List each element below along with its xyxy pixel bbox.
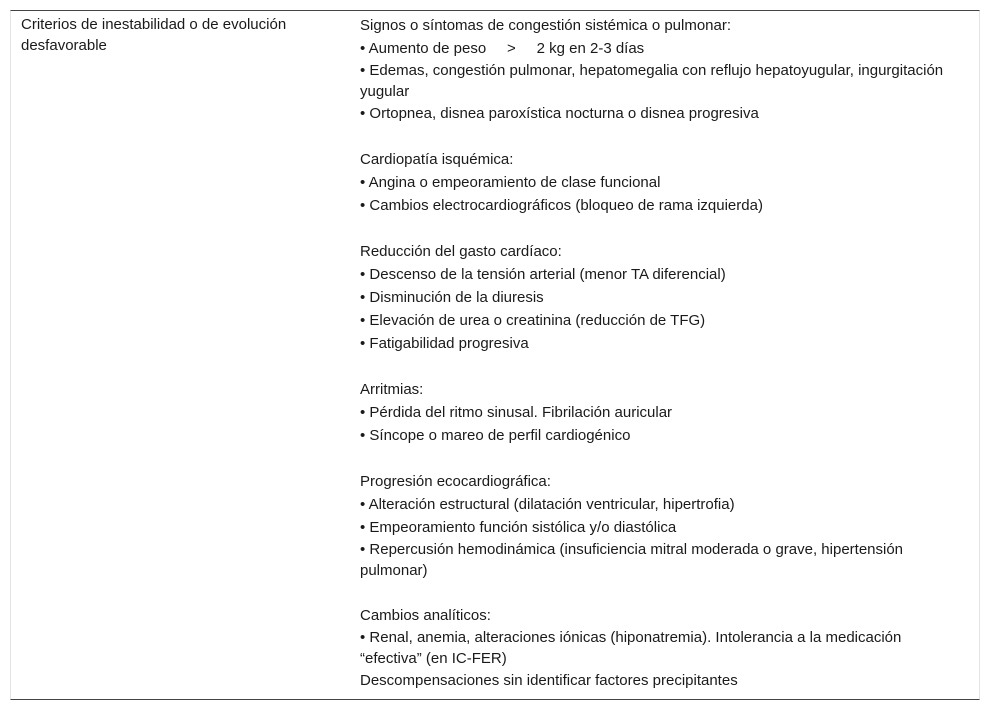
list-item: • Alteración estructural (dilatación ventricular, hipertrofia) <box>360 496 735 513</box>
list-item: • Fatigabilidad progresiva <box>360 335 529 352</box>
group-echo-progression <box>360 470 959 581</box>
group-heading: Reducción del gasto cardíaco: <box>360 243 562 260</box>
group-ischemic <box>360 148 959 217</box>
criteria-table <box>10 10 980 700</box>
group-heading: Arritmias: <box>360 381 424 398</box>
list-item: • Disminución de la diuresis <box>360 289 544 306</box>
list-item: • Aumento de peso > 2 kg en 2-3 días <box>360 40 645 57</box>
list-item: • Edemas, congestión pulmonar, hepatomegalia con reflujo hepatoyugular, ingurgitación yugular <box>360 62 948 100</box>
group-spacer <box>360 447 959 470</box>
group-lab-changes <box>360 604 959 692</box>
list-item: • Empeoramiento función sistólica y/o diastólica <box>360 519 677 536</box>
list-item: Descompensaciones sin identificar factores precipitantes <box>360 672 738 689</box>
group-heading: Signos o síntomas de congestión sistémica o pulmonar: <box>360 17 732 34</box>
list-item: • Pérdida del ritmo sinusal. Fibrilación auricular <box>360 404 673 421</box>
group-heading: Cardiopatía isquémica: <box>360 151 514 168</box>
group-spacer <box>360 125 959 148</box>
group-arrhythmias <box>360 378 959 447</box>
group-spacer <box>360 217 959 240</box>
list-item: • Repercusión hemodinámica (insuficiencia mitral moderada o grave, hipertensión pulmonar) <box>360 541 908 579</box>
group-heading: Progresión ecocardiográfica: <box>360 473 551 490</box>
list-item: • Síncope o mareo de perfil cardiogénico <box>360 427 631 444</box>
list-item: • Angina o empeoramiento de clase funcional <box>360 174 661 191</box>
criteria-label-cell <box>11 11 350 699</box>
list-item: • Elevación de urea o creatinina (reducción de TFG) <box>360 312 706 329</box>
group-cardiac-output <box>360 240 959 355</box>
group-spacer <box>360 355 959 378</box>
list-item: • Descenso de la tensión arterial (menor TA diferencial) <box>360 266 726 283</box>
group-spacer <box>360 581 959 604</box>
list-item: • Cambios electrocardiográficos (bloqueo de rama izquierda) <box>360 197 763 214</box>
criteria-details-cell <box>350 11 979 699</box>
list-item: • Renal, anemia, alteraciones iónicas (hiponatremia). Intolerancia a la medicación “efectiva” (en IC-FER) <box>360 629 906 667</box>
group-heading: Cambios analíticos: <box>360 607 491 624</box>
group-congestion <box>360 14 959 125</box>
list-item: • Ortopnea, disnea paroxística nocturna o disnea progresiva <box>360 105 759 122</box>
criteria-label: Criterios de inestabilidad o de evolución desfavorable <box>21 16 291 54</box>
